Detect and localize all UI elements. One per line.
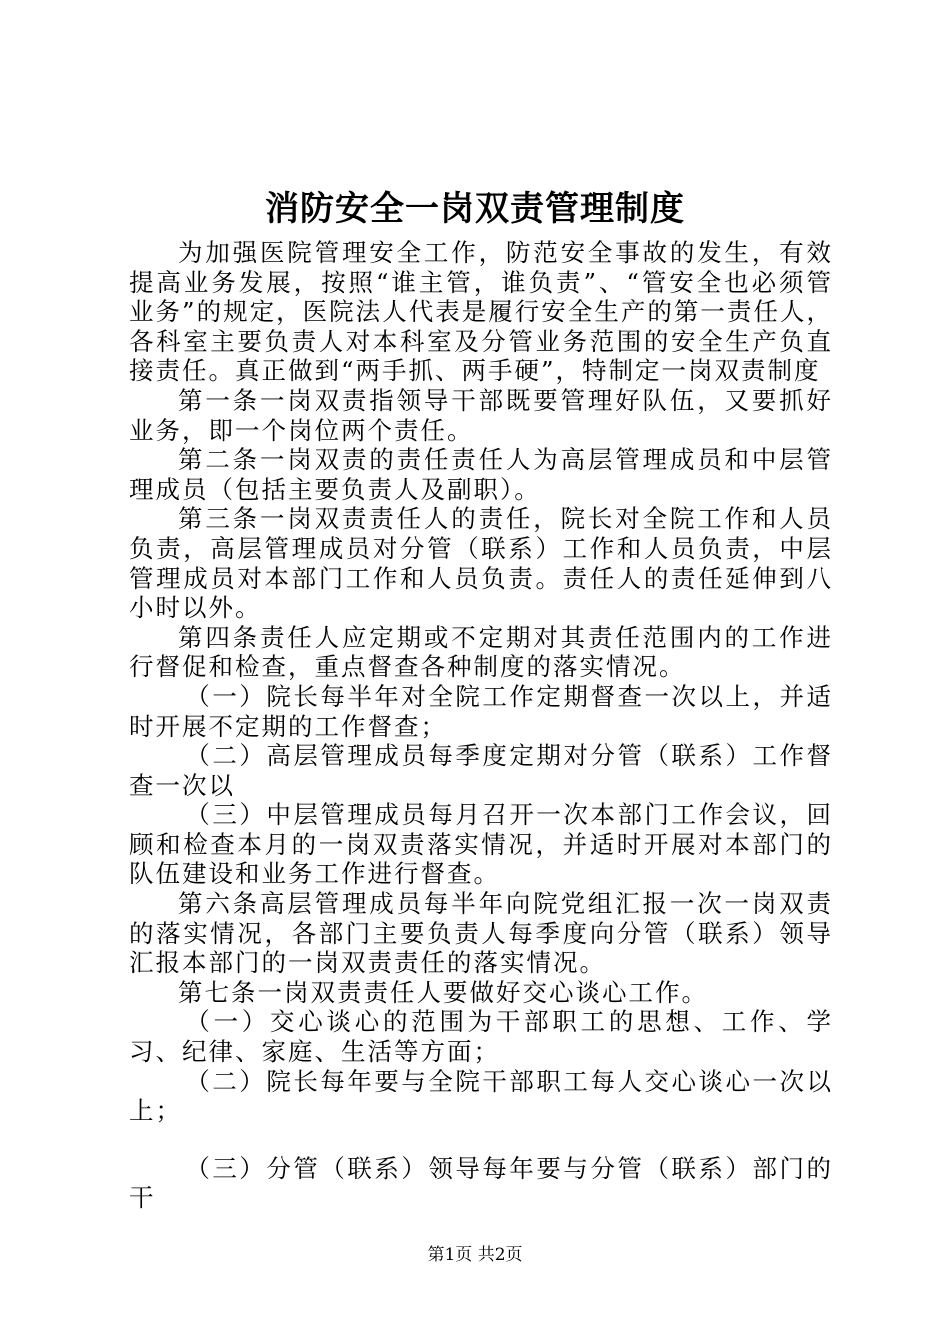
- paragraph-article-7-item-3: （三）分管（联系）领导每年要与分管（联系）部门的干: [129, 1153, 833, 1213]
- document-body: [129, 238, 833, 1213]
- paragraph-intro: 为加强医院管理安全工作，防范安全事故的发生，有效提高业务发展，按照“谁主管，谁负责”、“管安全也必须管业务”的规定，医院法人代表是履行安全生产的第一责任人，各科室主要负责人对本科室及分管业务范围的安全生产负直接责任。真正做到“两手抓、两手硬”，特制定一岗双责制度: [129, 238, 833, 386]
- paragraph-article-7: 第七条一岗双责责任人要做好交心谈心工作。: [178, 977, 708, 1007]
- paragraph-article-4: 第四条责任人应定期或不定期对其责任范围内的工作进行督促和检查，重点督查各种制度的落实情况。: [129, 622, 833, 682]
- paragraph-article-4-item-2: （二）高层管理成员每季度定期对分管（联系）工作督查一次以: [129, 741, 833, 800]
- paragraph-article-1: 第一条一岗双责指领导干部既要管理好队伍，又要抓好业务，即一个岗位两个责任。: [129, 385, 833, 445]
- paragraph-article-7-item-2: （二）院长每年要与全院干部职工每人交心谈心一次以上；: [129, 1066, 833, 1126]
- paragraph-article-4-item-1: （一）院长每半年对全院工作定期督查一次以上，并适时开展不定期的工作督查；: [129, 681, 833, 741]
- paragraph-article-7-item-1: （一）交心谈心的范围为干部职工的思想、工作、学习、纪律、家庭、生活等方面；: [129, 1007, 833, 1067]
- paragraph-article-4-item-3: （三）中层管理成员每月召开一次本部门工作会议，回顾和检查本月的一岗双责落实情况，并适时开展对本部门的队伍建设和业务工作进行督查。: [129, 800, 833, 889]
- page-number-footer: 第1页 共2页: [427, 1245, 523, 1265]
- document-title: 消防安全一岗双责管理制度: [265, 189, 685, 229]
- paragraph-article-6: 第六条高层管理成员每半年向院党组汇报一次一岗双责的落实情况，各部门主要负责人每季度向分管（联系）领导汇报本部门的一岗双责责任的落实情况。: [129, 889, 833, 978]
- paragraph-article-2: 第二条一岗双责的责任责任人为高层管理成员和中层管理成员（包括主要负责人及副职）。: [129, 445, 833, 504]
- paragraph-article-3: 第三条一岗双责责任人的责任，院长对全院工作和人员负责，高层管理成员对分管（联系）工作和人员负责，中层管理成员对本部门工作和人员负责。责任人的责任延伸到八小时以外。: [129, 504, 833, 623]
